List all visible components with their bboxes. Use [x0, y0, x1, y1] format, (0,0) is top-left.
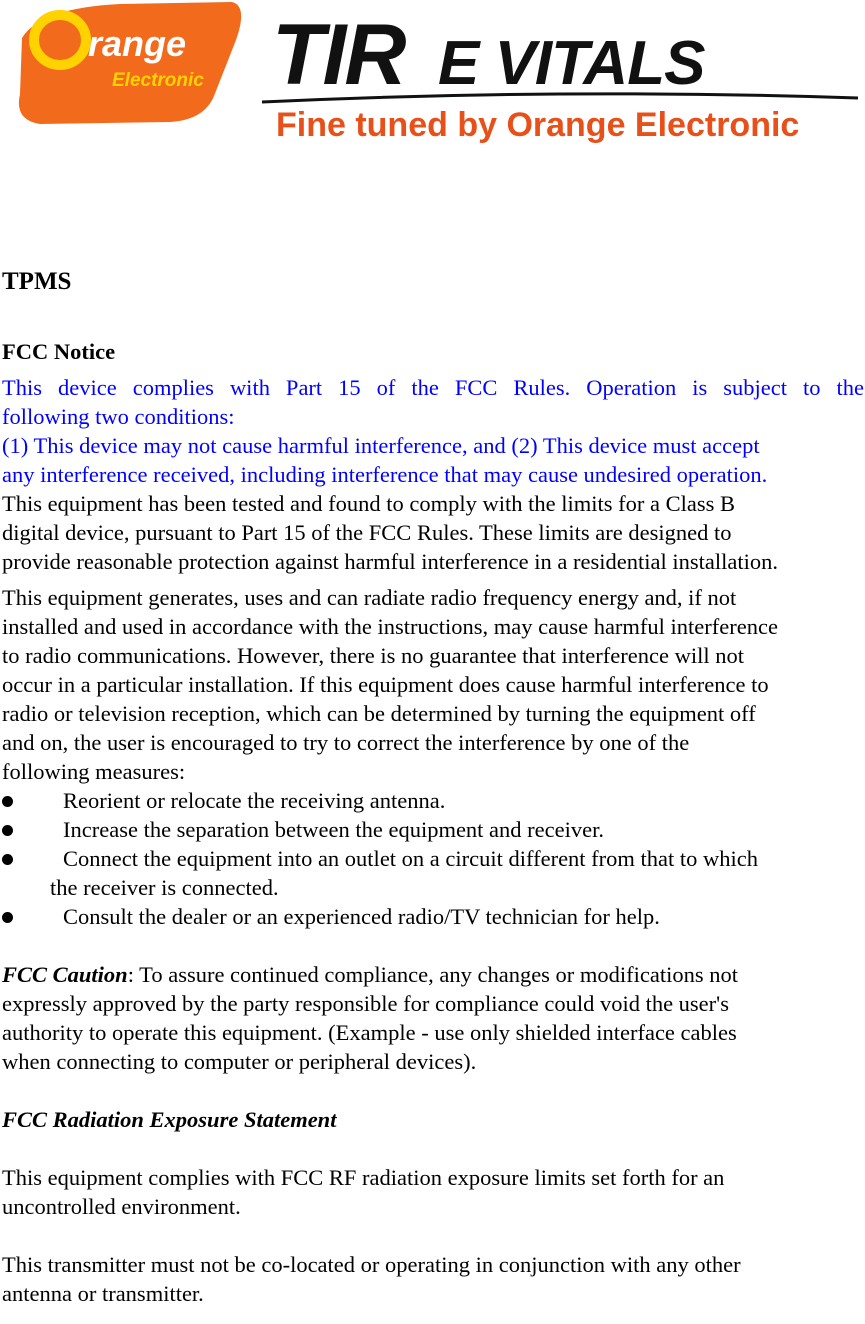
caution-paragraph	[2, 960, 864, 1076]
radiation-heading: FCC Radiation Exposure Statement	[2, 1107, 337, 1132]
measure-text: Increase the separation between the equipment and receiver.	[63, 817, 604, 842]
fcc-document	[2, 264, 864, 1308]
compliance-paragraph	[2, 373, 864, 431]
radiation-line: uncontrolled environment.	[2, 1194, 241, 1219]
measure-text-continued: the receiver is connected.	[50, 875, 279, 900]
bullet-icon	[2, 796, 13, 807]
radiation-paragraph	[2, 1163, 864, 1221]
conditions-line: (1) This device may not cause harmful interference, and (2) This device must accept	[2, 433, 760, 458]
measures-list	[2, 786, 864, 931]
e-vitals-word: E VITALS	[438, 29, 705, 98]
colocate-paragraph	[2, 1250, 864, 1308]
caution-label: FCC Caution	[2, 962, 128, 987]
tested-line: digital device, pursuant to Part 15 of the FCC Rules. These limits are designed to	[2, 520, 732, 545]
brand-logo-graphic	[0, 0, 865, 150]
measure-text: Connect the equipment into an outlet on a circuit different from that to which	[63, 846, 759, 871]
measure-text: Reorient or relocate the receiving antenna.	[63, 788, 446, 813]
list-item	[2, 786, 864, 815]
conditions-line: any interference received, including interference that may cause undesired operation.	[2, 462, 768, 487]
generates-line: installed and used in accordance with the instructions, may cause harmful interference	[2, 614, 778, 639]
caution-line: when connecting to computer or peripheral devices).	[2, 1049, 477, 1074]
generates-line: occur in a particular installation. If this equipment does cause harmful interference to	[2, 672, 769, 697]
generates-line: following measures:	[2, 759, 186, 784]
colocate-line: This transmitter must not be co-located or operating in conjunction with any other	[2, 1252, 741, 1277]
generates-line: to radio communications. However, there is no guarantee that interference will not	[2, 643, 744, 668]
compliance-line: This device complies with Part 15 of the FCC Rules. Operation is subject to the	[2, 375, 864, 400]
caution-line: expressly approved by the party responsible for compliance could void the user's	[2, 991, 729, 1016]
conditions-paragraph	[2, 431, 864, 489]
tire-word: TIR	[272, 7, 405, 103]
generates-paragraph	[2, 583, 864, 786]
tested-paragraph	[2, 489, 864, 576]
list-item	[2, 844, 864, 902]
list-item	[2, 815, 864, 844]
fcc-notice-heading: FCC Notice	[2, 339, 116, 364]
orange-electronic-logo	[19, 2, 241, 124]
orange-brand-sub: Electronic	[112, 70, 204, 91]
generates-line: and on, the user is encouraged to try to correct the interference by one of the	[2, 730, 690, 755]
tested-line: This equipment has been tested and found to comply with the limits for a Class B	[2, 491, 736, 516]
bullet-icon	[2, 912, 13, 923]
bullet-icon	[2, 854, 13, 865]
compliance-line: following two conditions:	[2, 404, 235, 429]
bullet-icon	[2, 825, 13, 836]
radiation-line: This equipment complies with FCC RF radiation exposure limits set forth for an	[2, 1165, 725, 1190]
caution-line: authority to operate this equipment. (Example - use only shielded interface cables	[2, 1020, 737, 1045]
colocate-line: antenna or transmitter.	[2, 1281, 204, 1306]
list-item	[2, 902, 864, 931]
caution-text: : To assure continued compliance, any changes or modifications not	[127, 962, 739, 987]
generates-line: This equipment generates, uses and can radiate radio frequency energy and, if not	[2, 585, 737, 610]
caution-line	[2, 960, 864, 989]
orange-brand-word: range	[88, 23, 187, 64]
tested-line: provide reasonable protection against harmful interference in a residential installation.	[2, 549, 778, 574]
header-logo-banner	[0, 0, 865, 150]
tire-vitals-wordmark	[262, 7, 858, 144]
measure-text: Consult the dealer or an experienced radio/TV technician for help.	[63, 904, 660, 929]
tagline-graphic: Fine tuned by Orange Electronic	[276, 106, 800, 144]
page-title: TPMS	[2, 268, 72, 295]
generates-line: radio or television reception, which can be determined by turning the equipment off	[2, 701, 756, 726]
